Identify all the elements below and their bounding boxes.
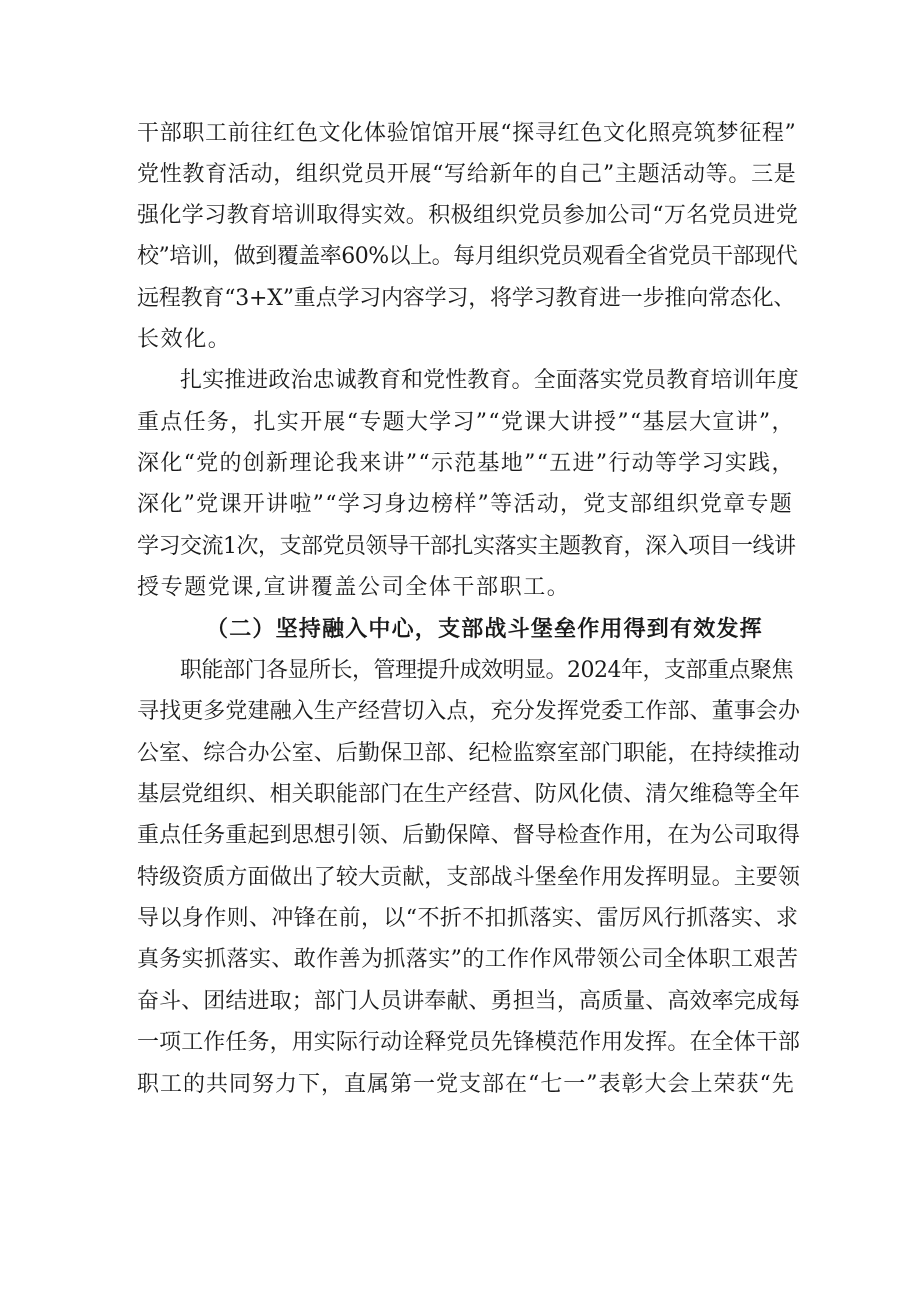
paragraph-line: 一项工作任务，用实际行动诠释党员先锋模范作用发挥。在全体干部 bbox=[137, 1030, 801, 1055]
paragraph-line: 深化”党课开讲啦”“学习身边榜样”等活动，党支部组织党章专题 bbox=[137, 492, 793, 517]
paragraph-line: 基层党组织、相关职能部门在生产经营、防风化债、清欠维稳等全年 bbox=[137, 782, 801, 807]
paragraph-line: 学习交流1次，支部党员领导干部扎实落实主题教育，深入项目一线讲 bbox=[137, 534, 796, 559]
paragraph-line: 强化学习教育培训取得实效。积极组织党员参加公司“万名党员进党 bbox=[137, 203, 799, 228]
paragraph-line: 职工的共同努力下，直属第一党支部在“七一”表彰大会上荣获“先 bbox=[137, 1072, 795, 1097]
paragraph-line: 重点任务重起到思想引领、后勤保障、督导检查作用，在为公司取得 bbox=[137, 823, 801, 848]
paragraph-line: 长效化。 bbox=[137, 327, 232, 352]
paragraph-line: 导以身作则、冲锋在前，以“不折不扣抓落实、雷厉风行抓落实、求 bbox=[137, 906, 799, 931]
paragraph-line: 授专题党课,宣讲覆盖公司全体干部职工。 bbox=[137, 575, 571, 600]
paragraph-line: 干部职工前往红色文化体验馆馆开展“探寻红色文化照亮筑梦征程” bbox=[137, 121, 797, 146]
paragraph-line: 职能部门各显所长，管理提升成效明显。2024年，支部重点聚焦 bbox=[180, 658, 793, 683]
paragraph-line: 远程教育“3+X”重点学习内容学习，将学习教育进一步推向常态化、 bbox=[137, 286, 796, 311]
paragraph-line: 奋斗、团结进取；部门人员讲奉献、勇担当，高质量、高效率完成每 bbox=[137, 989, 801, 1014]
paragraph-line: 深化“党的创新理论我来讲”“示范基地”“五进”行动等学习实践， bbox=[137, 451, 795, 476]
section-heading: （二）坚持融入中心，支部战斗堡垒作用得到有效发挥 bbox=[206, 617, 763, 642]
paragraph-line: 真务实抓落实、敢作善为抓落实”的工作作风带领公司全体职工艰苦 bbox=[137, 947, 799, 972]
paragraph-line: 寻找更多党建融入生产经营切入点，充分发挥党委工作部、董事会办 bbox=[137, 699, 801, 724]
paragraph-line: 公室、综合办公室、后勤保卫部、纪检监察室部门职能，在持续推动 bbox=[137, 741, 801, 766]
paragraph-line: 扎实推进政治忠诚教育和党性教育。全面落实党员教育培训年度 bbox=[180, 368, 799, 393]
paragraph-line: 校”培训，做到覆盖率60%以上。每月组织党员观看全省党员干部现代 bbox=[137, 244, 798, 269]
paragraph-line: 特级资质方面做出了较大贡献，支部战斗堡垒作用发挥明显。主要领 bbox=[137, 865, 801, 890]
paragraph-line: 重点任务，扎实开展“专题大学习”“党课大讲授”“基层大宣讲”， bbox=[137, 410, 795, 435]
paragraph-line: 党性教育活动，组织党员开展“写给新年的自己”主题活动等。三是 bbox=[137, 162, 797, 187]
